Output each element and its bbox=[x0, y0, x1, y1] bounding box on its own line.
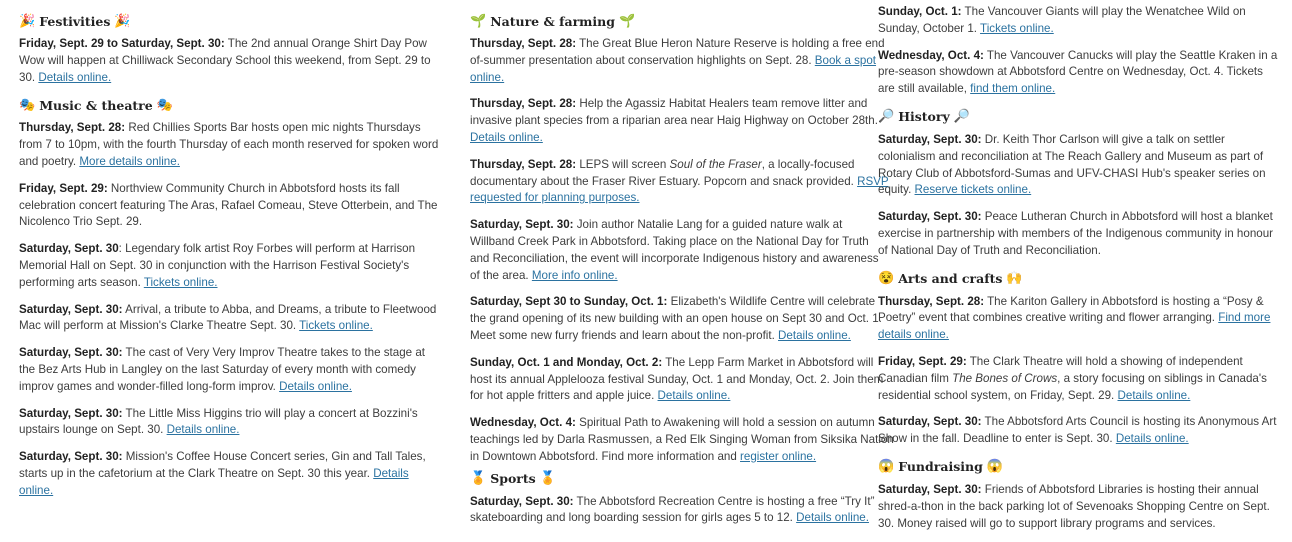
event-text: Mission's Coffee House Concert series, Gin and Tall Tales, starts up in the cafetorium at the Clark Theatre on Sept. 30 this year. bbox=[19, 450, 426, 480]
event-text: The Abbotsford Recreation Centre is hosting a free “Try It” bbox=[573, 494, 875, 508]
event-text: Red Chillies Sports Bar hosts open mic nights Thursdays from 7 to 10pm, with the fourth Thursday of each month reserved for spoken word and poetry. bbox=[19, 121, 439, 168]
event-date: Thursday, Sept. 28: bbox=[470, 37, 577, 50]
event-text: The Vancouver Canucks will play the Seattle Kraken in a pre-season showdown at Abbotsford Centre on Wednesday, Oct. 4. Tickets are still available, bbox=[878, 48, 1278, 96]
section-title-text: Nature & farming bbox=[490, 13, 615, 29]
event-text: Dr. Keith Thor Carlson will give a talk on settler colonialism and reconciliation at The Reach Gallery and Museum as part of Rotary Club of Abbotsford-Sumas and UFV-CHASI Hub's speaker series on equity. bbox=[878, 132, 1266, 197]
event-text: and Reconciliation, the event will incorporate Indigenous history and awareness bbox=[470, 251, 879, 265]
details-link[interactable]: Details online. bbox=[166, 423, 240, 437]
event-date: Wednesday, Oct. 4: bbox=[878, 48, 984, 62]
event-date: Wednesday, Oct. 4: bbox=[470, 416, 576, 430]
event-entry bbox=[878, 132, 1280, 199]
column-1 bbox=[19, 8, 441, 510]
event-text: Help the Agassiz Habitat Healers team remove litter and bbox=[576, 97, 868, 111]
column-3 bbox=[878, 4, 1280, 542]
event-entry bbox=[470, 157, 889, 207]
event-date: Saturday, Sept. 30: bbox=[878, 415, 982, 429]
tickets-link[interactable]: Tickets online. bbox=[299, 319, 373, 333]
section-title-sports bbox=[470, 470, 855, 488]
event-date: Saturday, Sept. 30: bbox=[19, 406, 123, 420]
event-date: Saturday, Sept. 30: bbox=[470, 218, 574, 232]
event-entry bbox=[878, 294, 1280, 344]
event-text: : Legendary folk artist Roy Forbes will perform at Harrison Memorial Hall on Sept. 30 in conjunction with the Harrison Festival Society's performing arts season. bbox=[19, 242, 416, 289]
event-entry bbox=[878, 209, 1280, 259]
section-title-text: Fundraising bbox=[898, 459, 983, 475]
event-text: The Lepp Farm Market in Abbotsford will bbox=[662, 355, 874, 369]
tickets-link[interactable]: Tickets online. bbox=[980, 21, 1054, 35]
event-text: The Kariton Gallery in Abbotsford is hosting a “Posy & Poetry” event that combines creative writing and flower arranging. bbox=[878, 294, 1264, 325]
event-text: invasive plant species from a riparian area near Haig Highway on October 28th. bbox=[470, 114, 878, 128]
event-date: Sunday, Oct. 1: bbox=[878, 5, 962, 18]
event-text: The Abbotsford Arts Council is hosting its Anonymous Art Show in the fall. Deadline to enter is Sept. 30. bbox=[878, 415, 1277, 446]
event-text: of the area. bbox=[470, 268, 532, 282]
event-text: Peace Lutheran Church in Abbotsford will host a blanket exercise in partnership with members of the Indigenous community in honour of National Day of Truth and Reconciliation. bbox=[878, 210, 1274, 257]
event-entry bbox=[878, 414, 1280, 448]
more-info-link[interactable]: More info online. bbox=[531, 268, 618, 282]
film-title: Soul of the Fraser bbox=[669, 157, 762, 171]
event-entry bbox=[19, 302, 441, 336]
details-link[interactable]: Details online. bbox=[657, 389, 731, 403]
screaming-face-icon: 😱 bbox=[878, 459, 895, 475]
details-link[interactable]: Details online. bbox=[1117, 388, 1191, 402]
magnifying-glass-icon: 🔎 bbox=[953, 109, 970, 125]
section-title-text: Music & theatre bbox=[39, 97, 153, 113]
event-text: teachings led by Darla Rasmussen, a Red Elk Singing Woman from Siksika Nation bbox=[470, 432, 894, 446]
event-date: Thursday, Sept. 28: bbox=[470, 97, 577, 111]
event-text: , a locally-focused bbox=[761, 157, 855, 171]
event-entry bbox=[19, 36, 441, 86]
event-entry bbox=[19, 449, 441, 499]
event-entry bbox=[19, 120, 441, 170]
screaming-face-icon: 😱 bbox=[986, 459, 1003, 475]
event-text: Friends of Abbotsford Libraries is hosting their annual shred-a-thon in the back parking lot of Sevenoaks Shopping Centre on Sept. 30. Money raised will go to support library programs and services. bbox=[878, 482, 1270, 530]
medal-icon: 🏅 bbox=[539, 471, 556, 487]
event-entry bbox=[470, 415, 894, 465]
event-date: Saturday, Sept. 30: bbox=[19, 302, 123, 316]
event-date: Saturday, Sept. 30: bbox=[878, 482, 982, 496]
event-date: Saturday, Sept. 30: bbox=[19, 450, 123, 464]
event-text: The Clark Theatre will hold a showing of independent Canadian film bbox=[878, 354, 1243, 385]
party-popper-icon: 🎉 bbox=[114, 13, 131, 29]
event-entry bbox=[470, 294, 882, 344]
section-title-text: Festivities bbox=[39, 13, 111, 29]
event-date: Friday, Sept. 29: bbox=[878, 354, 967, 368]
event-text: LEPS will screen bbox=[576, 157, 670, 171]
event-text: The Great Blue Heron Nature Reserve is holding a free end bbox=[576, 37, 885, 50]
reserve-tickets-link[interactable]: Reserve tickets online. bbox=[914, 183, 1032, 197]
event-entry bbox=[470, 36, 885, 86]
event-date: Friday, Sept. 29 to Saturday, Sept. 30: bbox=[19, 37, 225, 50]
event-text: in Downtown Abbotsford. Find more information and bbox=[470, 449, 741, 463]
section-title-arts-crafts bbox=[878, 270, 1280, 288]
event-entry bbox=[470, 494, 875, 528]
event-text: Northview Community Church in Abbotsford hosts its fall celebration concert featuring The Aras, Rafael Comeau, Steve Otterbein, and The Nicolenco Trio Sept. 29. bbox=[19, 181, 438, 229]
event-entry bbox=[878, 48, 1280, 98]
tickets-link[interactable]: Tickets online. bbox=[143, 275, 218, 289]
details-link[interactable]: Details online. bbox=[778, 328, 851, 342]
event-text: host its annual Applelooza festival Sunday, Oct. 1 and Monday, Oct. 2. Join them bbox=[470, 372, 884, 386]
event-date: Saturday, Sept. 30: bbox=[19, 346, 123, 360]
event-text: The 2nd annual Orange Shirt Day Pow Wow will happen at Chilliwack Secondary School this weekend, from Sept. 29 to 30. bbox=[19, 37, 431, 84]
theatre-masks-icon: 🎭 bbox=[156, 97, 173, 113]
event-entry bbox=[878, 4, 1280, 38]
details-link[interactable]: Details online. bbox=[38, 70, 112, 84]
medal-icon: 🏅 bbox=[470, 471, 487, 487]
theatre-masks-icon: 🎭 bbox=[19, 97, 36, 113]
section-title-text: Arts and crafts bbox=[898, 271, 1003, 287]
event-text: The cast of Very Very Improv Theatre takes to the stage at the Bez Arts Hub in Langley on the last Saturday of every month with comedy improv games and wonder-filled long-form improv. bbox=[19, 346, 425, 393]
event-text: documentary about the Fraser River Estuary. Popcorn and snack provided. bbox=[470, 174, 858, 188]
rsvp-link[interactable]: requested for planning purposes. bbox=[470, 191, 640, 205]
section-title-fundraising bbox=[878, 458, 1280, 476]
section-title-history bbox=[878, 108, 1280, 126]
event-entry bbox=[19, 241, 441, 291]
event-text: the grand opening of its new building with an open house on Sept 30 and Oct. 1. bbox=[470, 312, 882, 326]
details-link[interactable]: Details online. bbox=[19, 466, 409, 497]
magnifying-glass-icon: 🔎 bbox=[878, 109, 895, 125]
event-text: The Little Miss Higgins trio will play a concert at Bozzini's upstairs lounge on Sept. 30. bbox=[19, 406, 418, 437]
seedling-icon: 🌱 bbox=[618, 13, 636, 29]
event-text: , a story focusing on siblings in Canada's residential school system, on Friday, Sept. 29. bbox=[878, 371, 1267, 402]
details-link[interactable]: Details online. bbox=[796, 511, 869, 525]
event-date: Saturday, Sept 30 to Sunday, Oct. 1: bbox=[470, 295, 668, 309]
book-spot-link[interactable]: Book a spot bbox=[814, 53, 877, 67]
column-2 bbox=[470, 8, 894, 537]
event-text: Arrival, a tribute to Abba, and Dreams, a tribute to Fleetwood Mac will perform at Mission's Clarke Theatre Sept. 30. bbox=[19, 302, 437, 333]
event-text: for hot apple fritters and apple juice. bbox=[470, 389, 658, 403]
register-link[interactable]: register online. bbox=[740, 449, 817, 463]
event-entry bbox=[470, 355, 884, 405]
event-entry bbox=[470, 96, 878, 146]
event-text: Elizabeth's Wildlife Centre will celebrate bbox=[667, 295, 876, 309]
event-text: The Vancouver Giants will play the Wenatchee Wild on Sunday, October 1. bbox=[878, 5, 1246, 35]
dizzy-face-icon: 😵 bbox=[878, 271, 895, 287]
event-date: Saturday, Sept. 30 bbox=[19, 242, 119, 256]
event-text: of-summer presentation about conservation highlights on Sept. 28. bbox=[470, 53, 815, 67]
event-entry bbox=[19, 406, 441, 440]
event-entry bbox=[878, 482, 1280, 532]
event-text: Spiritual Path to Awakening will hold a session on autumn bbox=[575, 416, 875, 430]
raised-hands-icon: 🙌 bbox=[1006, 271, 1023, 287]
details-link[interactable]: More details online. bbox=[79, 154, 180, 168]
find-online-link[interactable]: find them online. bbox=[970, 82, 1056, 96]
party-popper-icon: 🎉 bbox=[19, 13, 36, 29]
event-date: Saturday, Sept. 30: bbox=[878, 132, 982, 146]
event-date: Thursday, Sept. 28: bbox=[878, 294, 985, 308]
section-title-text: History bbox=[898, 109, 950, 125]
seedling-icon: 🌱 bbox=[470, 13, 487, 29]
details-link[interactable]: Details online. bbox=[279, 379, 352, 393]
section-title-music-theatre bbox=[19, 96, 441, 114]
event-date: Thursday, Sept. 28: bbox=[470, 157, 577, 171]
section-title-festivities bbox=[19, 12, 441, 30]
rsvp-link[interactable]: RSVP bbox=[857, 174, 889, 188]
event-text: Join author Natalie Lang for a guided nature walk at bbox=[573, 218, 843, 232]
event-date: Saturday, Sept. 30: bbox=[878, 210, 982, 224]
section-title-nature-farming bbox=[470, 12, 855, 30]
details-link[interactable]: Details online. bbox=[470, 130, 543, 144]
details-link[interactable]: Details online. bbox=[1115, 432, 1189, 446]
event-text: Meet some new furry friends and learn about the non-profit. bbox=[470, 328, 779, 342]
event-text: skateboarding and long boarding session for girls ages 5 to 12. bbox=[470, 511, 797, 525]
event-date: Saturday, Sept. 30: bbox=[470, 494, 574, 508]
event-entry bbox=[878, 354, 1280, 404]
details-link[interactable]: Find more details online. bbox=[878, 311, 1271, 342]
event-date: Thursday, Sept. 28: bbox=[19, 121, 126, 135]
event-date: Sunday, Oct. 1 and Monday, Oct. 2: bbox=[470, 355, 663, 369]
event-text: Willband Creek Park in Abbotsford. Taking place on the National Day for Truth bbox=[470, 234, 869, 248]
book-spot-link[interactable]: online. bbox=[470, 70, 505, 84]
event-entry bbox=[470, 217, 879, 284]
film-title: The Bones of Crows bbox=[952, 371, 1058, 385]
event-entry bbox=[19, 181, 441, 231]
event-entry bbox=[19, 345, 441, 395]
section-title-text: Sports bbox=[490, 471, 536, 487]
event-date: Friday, Sept. 29: bbox=[19, 181, 108, 195]
